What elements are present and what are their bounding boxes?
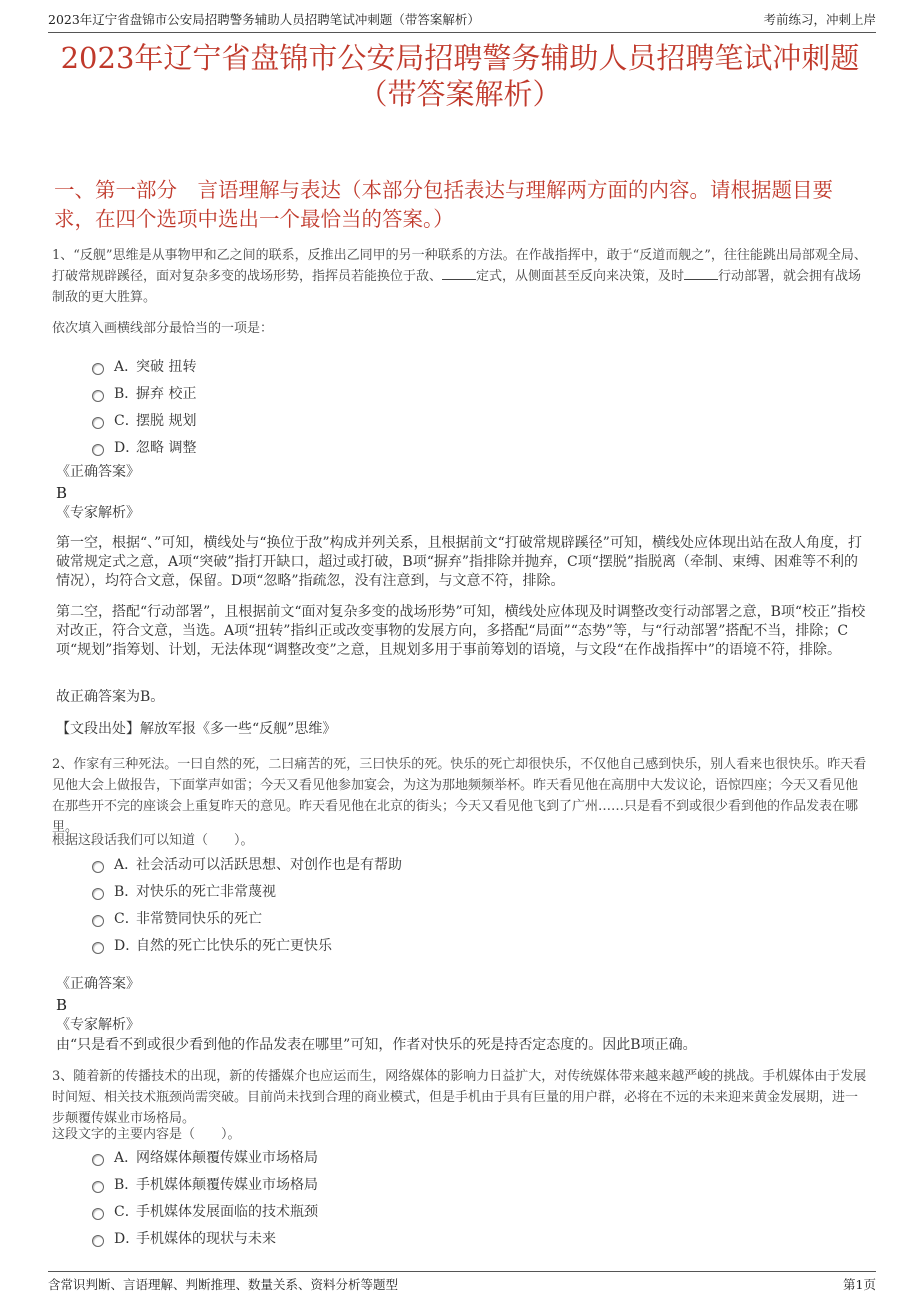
answer-value: B [56,996,68,1014]
option-1a[interactable]: A． 突破 扭转 [92,352,868,379]
footer-note: 含常识判断、言语理解、判断推理、数量关系、资料分析等题型 [48,1277,399,1292]
radio-icon[interactable] [92,942,104,954]
option-2c[interactable]: C． 非常赞同快乐的死亡 [92,904,868,931]
question-1-text-c: 行动部署，就会拥有战场制敌的更大胜算。 [52,269,862,305]
option-2a[interactable]: A． 社会活动可以活跃思想、对创作也是有帮助 [92,850,868,877]
question-2-options [92,850,868,958]
option-1d[interactable]: D． 忽略 调整 [92,433,868,460]
blank-2 [684,267,718,280]
header-title: 2023年辽宁省盘锦市公安局招聘警务辅助人员招聘笔试冲刺题（带答案解析） [48,12,480,27]
page-title [40,40,880,112]
radio-icon[interactable] [92,888,104,900]
page-header [48,10,876,33]
question-3-stem: 3、随着新的传播技术的出现，新的传播媒介也应运而生，网络媒体的影响力日益扩大，对传统媒体带来越来越严峻的挑战。手机媒体由于发展时间短、相关技术瓶颈尚需突破。目前尚未找到合理的商业模式，但是手机由于具有巨量的用户群，必将在不远的未来迎来黄金发展期，进一步颠覆传媒业市场格局。 [52,1069,867,1126]
page-title-line-2: （带答案解析） [358,77,562,111]
analysis-paragraph: 由“只是看不到或很少看到他的作品发表在哪里”可知，作者对快乐的死是持否定态度的。因此B项正确。 [56,1037,697,1053]
radio-icon[interactable] [92,1154,104,1166]
question-1-text-a: 1、“反舰”思维是从事物甲和乙之间的联系，反推出乙同甲的另一种联系的方法。在作战指挥中，敢于“反道而舰之”，往往能跳出局部观全局、打破常规辟蹊径，面对复杂多变的战场形势，指挥员若能换位于敌、 [52,248,867,284]
option-2d[interactable]: D． 自然的死亡比快乐的死亡更快乐 [92,931,868,958]
question-1-prompt: 依次填入画横线部分最恰当的一项是： [52,321,274,336]
page-title-line-1: 2023年辽宁省盘锦市公安局招聘警务辅助人员招聘笔试冲刺题 [60,41,860,75]
analysis-label: 《专家解析》 [56,505,140,521]
section-heading: 一、第一部分 言语理解与表达（本部分包括表达与理解两方面的内容。请根据题目要求，在四个选项中选出一个最恰当的答案。） [54,178,833,231]
question-1-text-b: 定式，从侧面甚至反向来决策，及时 [476,269,685,284]
analysis-paragraph-1: 第一空，根据“、”可知，横线处与“换位于敌”构成并列关系，且根据前文“打破常规辟蹊径”可知，横线处应体现出站在敌人角度，打破常规定式之意，A项“突破”指打开缺口，超过或打破，B项“摒弃”指排除并抛弃，C项“摆脱”指脱离（牵制、束缚、困难等不利的情况），均符合文意，保留。D项“忽略”指疏忽，没有注意到，与文意不符，排除。 [56,535,862,589]
radio-icon[interactable] [92,390,104,402]
analysis-conclusion: 故正确答案为B。 [56,689,165,705]
option-3d[interactable]: D． 手机媒体的现状与未来 [92,1224,868,1251]
radio-icon[interactable] [92,1208,104,1220]
answer-value: B [56,484,68,502]
source-note: 【文段出处】解放军报《多一些“反舰”思维》 [56,721,337,737]
option-3c[interactable]: C． 手机媒体发展面临的技术瓶颈 [92,1197,868,1224]
radio-icon[interactable] [92,915,104,927]
question-3-prompt: 这段文字的主要内容是（ ）。 [52,1127,241,1142]
option-2b[interactable]: B． 对快乐的死亡非常蔑视 [92,877,868,904]
option-3b[interactable]: B． 手机媒体颠覆传媒业市场格局 [92,1170,868,1197]
radio-icon[interactable] [92,861,104,873]
option-1c[interactable]: C． 摆脱 规划 [92,406,868,433]
option-1b[interactable]: B． 摒弃 校正 [92,379,868,406]
option-3a[interactable]: A． 网络媒体颠覆传媒业市场格局 [92,1143,868,1170]
radio-icon[interactable] [92,444,104,456]
answer-label: 《正确答案》 [56,976,140,992]
question-2-prompt: 根据这段话我们可以知道（ ）。 [52,833,254,848]
analysis-label: 《专家解析》 [56,1017,140,1033]
radio-icon[interactable] [92,1181,104,1193]
radio-icon[interactable] [92,363,104,375]
page-number: 第1页 [843,1277,876,1292]
question-1-options [92,352,868,460]
header-slogan: 考前练习，冲刺上岸 [763,12,876,27]
question-1-stem [52,245,868,308]
question-2-stem: 2、作家有三种死法。一曰自然的死，二曰痛苦的死，三曰快乐的死。快乐的死亡却很快乐，不仅他自己感到快乐，别人看来也很快乐。昨天看见他大会上做报告，下面掌声如雷；今天又看见他参加宴会，为这为那地频频举杯。昨天看见他在高朋中大发议论，语惊四座；今天又看见他在那些开不完的座谈会上重复昨天的意见。昨天看见他在北京的街头；今天又看见他飞到了广州……只是看不到或很少看到他的作品发表在哪里。 [52,757,867,835]
analysis-paragraph-2: 第二空，搭配“行动部署”，且根据前文“面对复杂多变的战场形势”可知，横线处应体现及时调整改变行动部署之意，B项“校正”指校对改正，符合文意，当选。A项“扭转”指纠正或改变事物的发展方向，多搭配“局面”“态势”等，与“行动部署”搭配不当，排除；C项“规划”指筹划、计划，无法体现“调整改变”之意，且规划多用于事前筹划的语境，与文段“在作战指挥中”的语境不符，排除。 [56,604,866,658]
blank-1 [442,267,476,280]
question-3-options [92,1143,868,1251]
radio-icon[interactable] [92,417,104,429]
radio-icon[interactable] [92,1235,104,1247]
answer-label: 《正确答案》 [56,464,140,480]
page-footer [48,1271,876,1294]
